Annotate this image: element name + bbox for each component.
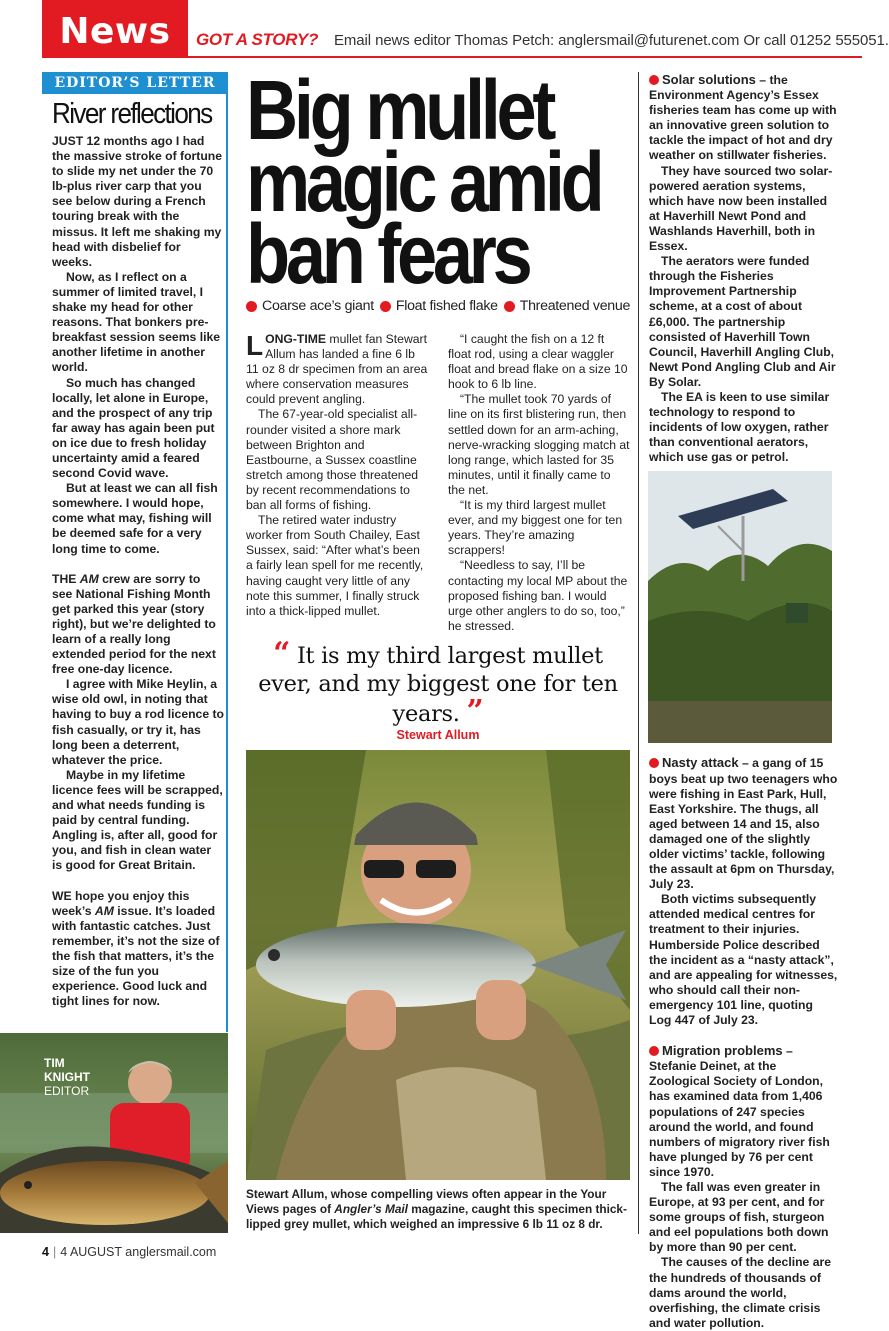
red-dot-icon	[649, 758, 659, 768]
editor-paragraph: So much has changed locally, let alone in Europe, and the prospect of any trip far away has again been put on ice due to fresh holiday uncertainty amid a feared second Covid wave.	[52, 375, 215, 481]
article-paragraph: “It is my third largest mullet ever, and my biggest one for ten years. They’re amazing scrappers!	[448, 498, 623, 558]
story-paragraph: The aerators were funded through the Fisheries Improvement Partnership scheme, at a cost of about £6,000. The partnership consisted of Haverhill Town Council, Haverhill Angling Club, Newt Pond Angling Club and Air By Solar.	[649, 254, 836, 389]
story-title: Migration problems	[662, 1043, 783, 1059]
issue-date: 4 AUGUST	[60, 1245, 122, 1259]
editors-letter	[42, 72, 228, 1032]
story-title: Solar solutions	[662, 72, 756, 87]
editor-paragraph: Maybe in my lifetime licence fees will be scrapped, and what needs funding is paid by central funding. Angling is, after all, good for you, and fish in clean water is good for Great Britain.	[52, 767, 223, 873]
editor-paragraph: Now, as I reflect on a summer of limited travel, I shake my head for other reasons. That bonkers pre-breakfast session seems like another lifetime in another world.	[52, 269, 221, 375]
bullet-item: Coarse ace’s giant	[246, 298, 374, 314]
red-dot-icon	[649, 1046, 659, 1056]
article-paragraph: The retired water industry worker from South Chailey, East Sussex, said: “After what’s been a fairly lean spell for me recently, having caught very little of any note this summer, I finally struck into a thick-lipped mullet.	[246, 513, 424, 618]
story-lead: Migration problems – Stefanie Deinet, at the Zoological Society of London, has examined data from 1,406 populations of 247 species around the world, and found numbers of migratory river fish have plunged by 76 per cent since 1970.	[649, 1043, 830, 1179]
story-lead: Solar solutions – the Environment Agency’s Essex fisheries team has come up with an innovative green solution to tackle the impact of hot and dry weather on stillwater fisheries.	[649, 72, 837, 163]
article-headline: Big mullet magic amid ban fears	[246, 63, 601, 301]
editors-letter-title: River reflections	[52, 98, 212, 130]
article-paragraph: The 67-year-old specialist all-rounder visited a shore mark between Brighton and Eastbourne, a Sussex coastline stretch among those threatened by recent recommendations to ban all forms of fishing.	[246, 407, 419, 513]
story-paragraph: They have sourced two solar-powered aeration systems, which have now been installed at Haverhill Newt Pond and Washlands Haverhill, both in Essex.	[649, 163, 833, 254]
story-lead: Nasty attack – a gang of 15 boys beat up two teenagers who were fishing in East Park, Hull, East Yorkshire. The thugs, all aged between 14 and 15, also damaged one of the slightly older victims’ tackle, following the assault at 6pm on Thursday, July 23.	[649, 755, 838, 892]
header-rule	[42, 56, 862, 58]
got-a-story-label: GOT A STORY?	[196, 30, 319, 49]
bullet-item: Threatened venue	[504, 298, 630, 314]
red-dot-icon	[504, 301, 515, 312]
bullet-item: Float fished flake	[380, 298, 498, 314]
angler-mullet-photo	[246, 750, 630, 1180]
editor-photo-caption: TIM KNIGHT EDITOR	[44, 1056, 90, 1098]
main-photo-illustration	[246, 750, 630, 1180]
article-body	[246, 332, 631, 634]
article-column-1	[246, 332, 428, 634]
red-dot-icon	[246, 301, 257, 312]
section-tab: News	[42, 0, 188, 56]
open-quote-icon: “	[273, 636, 291, 671]
editor-carp-photo	[0, 1033, 228, 1233]
editor-paragraph: WE hope you enjoy this week’s AM issue. It’s loaded with fantastic catches. Just remember, it’s not the size of the fish that matters, it’s the size of the fun you experience. Good luck and tight lines for now.	[52, 888, 220, 1009]
red-dot-icon	[380, 301, 391, 312]
close-quote-icon: ”	[466, 694, 484, 729]
solar-photo-illustration	[648, 471, 832, 743]
editor-paragraph: But at least we can all fish somewhere. I would hope, come what may, fishing will be deemed safe for a very long time to come.	[52, 481, 218, 556]
red-dot-icon	[649, 75, 659, 85]
editors-letter-tag: EDITOR’S LETTER	[42, 72, 228, 94]
page-footer: 4 | 4 AUGUST anglersmail.com	[42, 1245, 217, 1259]
story-title: Nasty attack	[662, 755, 739, 771]
editor-paragraph: JUST 12 months ago I had the massive stroke of fortune to slide my net under the 70 lb-plus river carp that you see below during a French touring break with the missus. It left me shaking my head with disbelief for weeks.	[52, 134, 222, 269]
article-bullets	[246, 298, 636, 314]
site-link[interactable]: anglersmail.com	[125, 1245, 217, 1259]
editor-paragraph: THE AM crew are sorry to see National Fishing Month get parked this year (story right), but we’re delighted to learn of a really long extended period for the next free one-day licence.	[52, 571, 216, 677]
article-paragraph: “Needless to say, I’ll be contacting my local MP about the proposed fishing ban. I would urge other anglers to do so, too,” he stressed.	[448, 558, 628, 633]
article-paragraph: “The mullet took 70 yards of line on its first blistering run, then settled down for an arm-aching, nerve-wracking slogging match at long range, which lasted for 35 minutes, until it finally came to the net.	[448, 392, 630, 497]
page-number: 4	[42, 1245, 49, 1259]
story-solar-solutions	[649, 72, 838, 465]
editor-photo-illustration	[0, 1033, 228, 1233]
article-lead: LONG-TIME mullet fan Stewart Allum has landed a fine 6 lb 11 oz 8 dr specimen from an area where conservation measures could prevent angling.	[246, 330, 428, 407]
page-header	[0, 0, 889, 58]
contact-line: Email news editor Thomas Petch: anglersmail@futurenet.com Or call 01252 555051.	[334, 32, 889, 49]
story-paragraph: The EA is keen to use similar technology to respond to incidents of low oxygen, rather than conventional aerators, which use gas or petrol.	[649, 389, 830, 465]
main-photo-caption: Stewart Allum, whose compelling views often appear in the Your Views pages of Angler’s Mail magazine, caught this specimen thick-lipped grey mullet, which weighed an impressive 6 lb 11 oz 8 dr.	[246, 1187, 627, 1231]
editors-letter-body	[52, 134, 224, 1009]
pull-quote: “ It is my third largest mullet ever, and my biggest one for ten years. ”	[258, 636, 618, 729]
article-paragraph: “I caught the fish on a 12 ft float rod, using a clear waggler float and bread flake on a size 10 hook to 6 lb line.	[448, 332, 628, 392]
solar-aerator-photo	[648, 471, 832, 743]
story-nasty-attack	[649, 755, 838, 1028]
story-paragraph: The fall was even greater in Europe, at 93 per cent, and for some groups of fish, sturgeon and eel populations both down by more than 90 per cent.	[649, 1179, 829, 1255]
pull-quote-source: Stewart Allum	[396, 728, 480, 742]
article-column-2	[448, 332, 630, 634]
story-paragraph: Both victims subsequently attended medical centres for treatment to their injuries. Humberside Police described the incident as a “nasty attack”, and are appealing for witnesses, who should call their non-emergency 101 line, quoting Log 447 of July 23.	[649, 892, 838, 1028]
drop-cap: L	[246, 330, 264, 361]
news-in-brief-column	[638, 72, 838, 1330]
story-paragraph: The causes of the decline are the hundreds of thousands of dams around the world, overfishing, the climate crisis and water pollution.	[649, 1255, 832, 1330]
story-migration-problems	[649, 1043, 838, 1331]
editor-paragraph: I agree with Mike Heylin, a wise old owl, in noting that having to buy a rod licence to fish casually, or try it, has long been a deterrent, whatever the price.	[52, 677, 225, 767]
